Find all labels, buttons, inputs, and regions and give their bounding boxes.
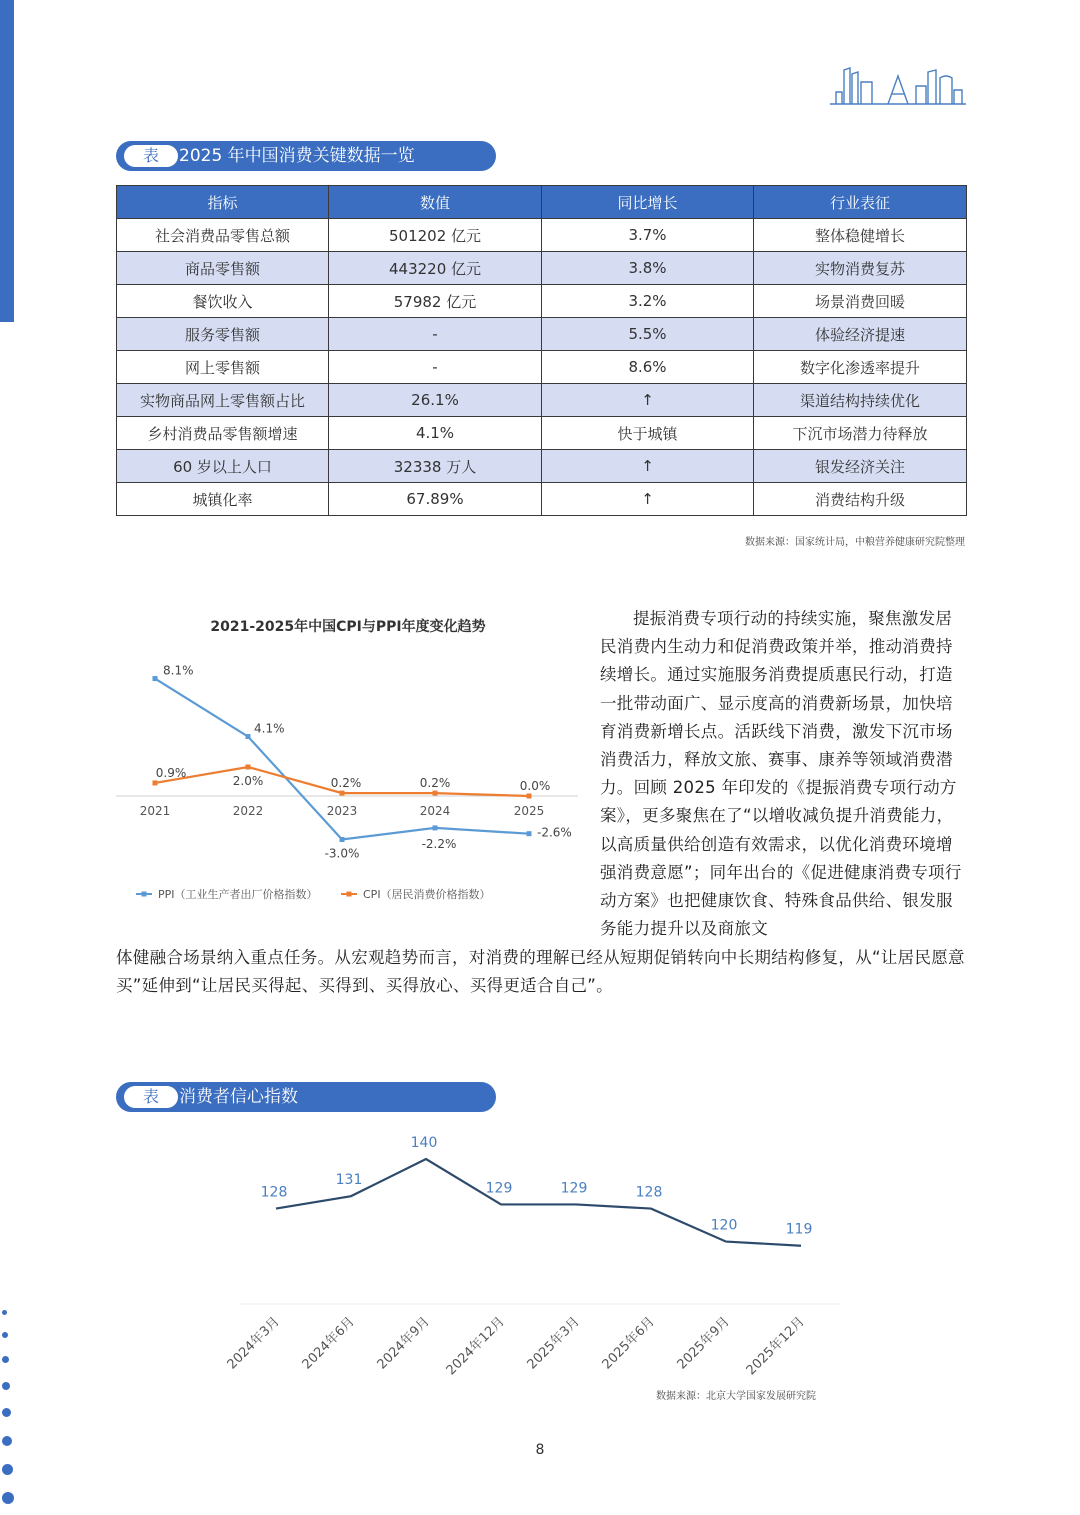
- table-cell: ↑: [542, 483, 754, 516]
- decorative-dot: [2, 1332, 8, 1338]
- data-point-cpi: [246, 765, 251, 770]
- table-cell: 社会消费品零售总额: [117, 219, 329, 252]
- x-tick-label: 2022: [232, 804, 264, 818]
- table-cell: ↑: [542, 384, 754, 417]
- city-skyline-logo: [828, 62, 968, 108]
- confidence-title: 消费者信心指数: [179, 1087, 298, 1107]
- data-point-ppi: [153, 676, 158, 681]
- data-label: 119: [785, 1221, 813, 1238]
- table-cell: 实物消费复苏: [754, 252, 967, 285]
- decorative-dot: [2, 1408, 11, 1417]
- table-row: [117, 219, 967, 252]
- data-point-cpi: [433, 791, 438, 796]
- table-cell: 餐饮收入: [117, 285, 329, 318]
- table-cell: 3.2%: [542, 285, 754, 318]
- table-row: [117, 252, 967, 285]
- table-row: [117, 483, 967, 516]
- table-cell: 实物商品网上零售额占比: [117, 384, 329, 417]
- table-row: [117, 384, 967, 417]
- x-tick-label: 2025年9月: [674, 1314, 733, 1373]
- data-point-ppi: [527, 831, 532, 836]
- data-point-ppi: [340, 837, 345, 842]
- x-tick-label: 2024年9月: [374, 1314, 433, 1373]
- table-row: [117, 351, 967, 384]
- table-cell: 银发经济关注: [754, 450, 967, 483]
- table-cell: ↑: [542, 450, 754, 483]
- table-cell: 快于城镇: [542, 417, 754, 450]
- data-label: 0.2%: [419, 776, 451, 791]
- confidence-title-pill: [116, 1082, 496, 1112]
- decorative-dot: [2, 1464, 13, 1475]
- x-tick-label: 2024年3月: [224, 1314, 283, 1373]
- decorative-dot: [2, 1382, 10, 1390]
- table-cell: 443220 亿元: [329, 252, 542, 285]
- table-cell: 下沉市场潜力待释放: [754, 417, 967, 450]
- x-tick-label: 2024年6月: [299, 1314, 358, 1373]
- consumer-confidence-chart: [224, 1120, 840, 1380]
- chart-title: 2021-2025年中国CPI与PPI年度变化趋势: [210, 619, 486, 635]
- table-title: 2025 年中国消费关键数据一览: [179, 146, 415, 166]
- left-accent-bar: [0, 0, 14, 322]
- data-label: 0.2%: [330, 776, 362, 791]
- x-tick-label: 2023: [326, 804, 358, 818]
- data-label: -2.2%: [421, 836, 457, 851]
- table-cell: 501202 亿元: [329, 219, 542, 252]
- legend-swatch-marker: [142, 892, 147, 897]
- body-paragraph-right: 提振消费专项行动的持续实施，聚焦激发居民消费内生动力和促消费政策并举，推动消费持续增长。通过实施服务消费提质惠民行动，打造一批带动面广、显示度高的消费新场景，加快培育消费新增长点。活跃线下消费，激发下沉市场消费活力，释放文旅、赛事、康养等领域消费潜力。回顾 2025 年印发的《提振消费专项行动方案》，更多聚焦在了“以增收减负提升消费能力，以高质量供给创造有效需求，以优化消费环境增强消费意愿”；同年出台的《促进健康消费专项行动方案》也把健康饮食、特殊食品供给、银发服务能力提升以及商旅文: [600, 609, 962, 939]
- table-cell: 67.89%: [329, 483, 542, 516]
- header-yoy: 同比增长: [542, 186, 754, 219]
- table-cell: -: [329, 318, 542, 351]
- confidence-source: 数据来源：北京大学国家发展研究院: [656, 1391, 816, 1402]
- data-point-ppi: [433, 825, 438, 830]
- data-label: 131: [335, 1172, 363, 1189]
- x-tick-label: 2025年12月: [743, 1314, 808, 1379]
- table-cell: 57982 亿元: [329, 285, 542, 318]
- table-cell: 26.1%: [329, 384, 542, 417]
- table-title-pill: [116, 141, 496, 171]
- data-label: 0.0%: [519, 779, 551, 793]
- table-cell: 商品零售额: [117, 252, 329, 285]
- data-label: 2.0%: [232, 774, 264, 788]
- table-row: [117, 318, 967, 351]
- table-row: [117, 285, 967, 318]
- x-tick-label: 2025年6月: [599, 1314, 658, 1373]
- table-cell: 体验经济提速: [754, 318, 967, 351]
- data-label: 120: [710, 1217, 738, 1234]
- header-indicator: 指标: [117, 186, 329, 219]
- legend-label: PPI（工业生产者出厂价格指数）: [158, 888, 318, 901]
- table-cell: 3.7%: [542, 219, 754, 252]
- data-label: 128: [260, 1184, 288, 1201]
- table-cell: 城镇化率: [117, 483, 329, 516]
- table-cell: 3.8%: [542, 252, 754, 285]
- page-number: 8: [535, 1442, 545, 1458]
- data-point-ppi: [246, 734, 251, 739]
- header-value: 数值: [329, 186, 542, 219]
- table-cell: 消费结构升级: [754, 483, 967, 516]
- data-label: -2.6%: [537, 825, 572, 840]
- table-cell: 网上零售额: [117, 351, 329, 384]
- decorative-dots: [0, 1310, 20, 1510]
- table-cell: 数字化渗透率提升: [754, 351, 967, 384]
- table-cell: 32338 万人: [329, 450, 542, 483]
- decorative-dot: [2, 1310, 7, 1315]
- x-tick-label: 2024年12月: [443, 1314, 508, 1379]
- table-row: [117, 417, 967, 450]
- table-cell: 场景消费回暖: [754, 285, 967, 318]
- table-tag: 表: [124, 1086, 178, 1108]
- decorative-dot: [2, 1356, 9, 1363]
- x-tick-label: 2025年3月: [524, 1314, 583, 1373]
- x-tick-label: 2024: [419, 804, 451, 818]
- decorative-dot: [2, 1492, 14, 1504]
- data-label: 8.1%: [163, 663, 194, 678]
- table-cell: 4.1%: [329, 417, 542, 450]
- table-cell: 5.5%: [542, 318, 754, 351]
- cpi-ppi-chart: [116, 605, 586, 910]
- data-point-cpi: [340, 791, 345, 796]
- x-tick-label: 2021: [139, 804, 171, 818]
- table-source: 数据来源：国家统计局，中粮营养健康研究院整理: [745, 537, 965, 548]
- data-point-cpi: [527, 794, 532, 799]
- data-label: 4.1%: [254, 721, 285, 736]
- legend-swatch-marker: [347, 892, 352, 897]
- data-label: 129: [485, 1180, 513, 1197]
- data-label: 0.9%: [155, 765, 187, 780]
- data-label: 128: [635, 1184, 663, 1201]
- data-label: -3.0%: [324, 846, 360, 861]
- table-cell: 渠道结构持续优化: [754, 384, 967, 417]
- table-row: [117, 450, 967, 483]
- body-paragraph-full: 体健融合场景纳入重点任务。从宏观趋势而言，对消费的理解已经从短期促销转向中长期结构修复，从“让居民愿意买”延伸到“让居民买得起、买得到、买得放心、买得更适合自己”。: [116, 948, 965, 996]
- table-cell: 乡村消费品零售额增速: [117, 417, 329, 450]
- data-label: 129: [560, 1180, 588, 1197]
- data-point-cpi: [153, 780, 158, 785]
- table-header-row: [117, 186, 967, 219]
- table-cell: 整体稳健增长: [754, 219, 967, 252]
- table-cell: -: [329, 351, 542, 384]
- header-industry: 行业表征: [754, 186, 967, 219]
- table-cell: 8.6%: [542, 351, 754, 384]
- table-cell: 60 岁以上人口: [117, 450, 329, 483]
- table-tag: 表: [124, 145, 178, 167]
- legend-label: CPI（居民消费价格指数）: [363, 888, 491, 901]
- key-data-table: [116, 185, 967, 516]
- data-label: 140: [410, 1135, 438, 1151]
- table-cell: 服务零售额: [117, 318, 329, 351]
- x-tick-label: 2025: [513, 804, 545, 818]
